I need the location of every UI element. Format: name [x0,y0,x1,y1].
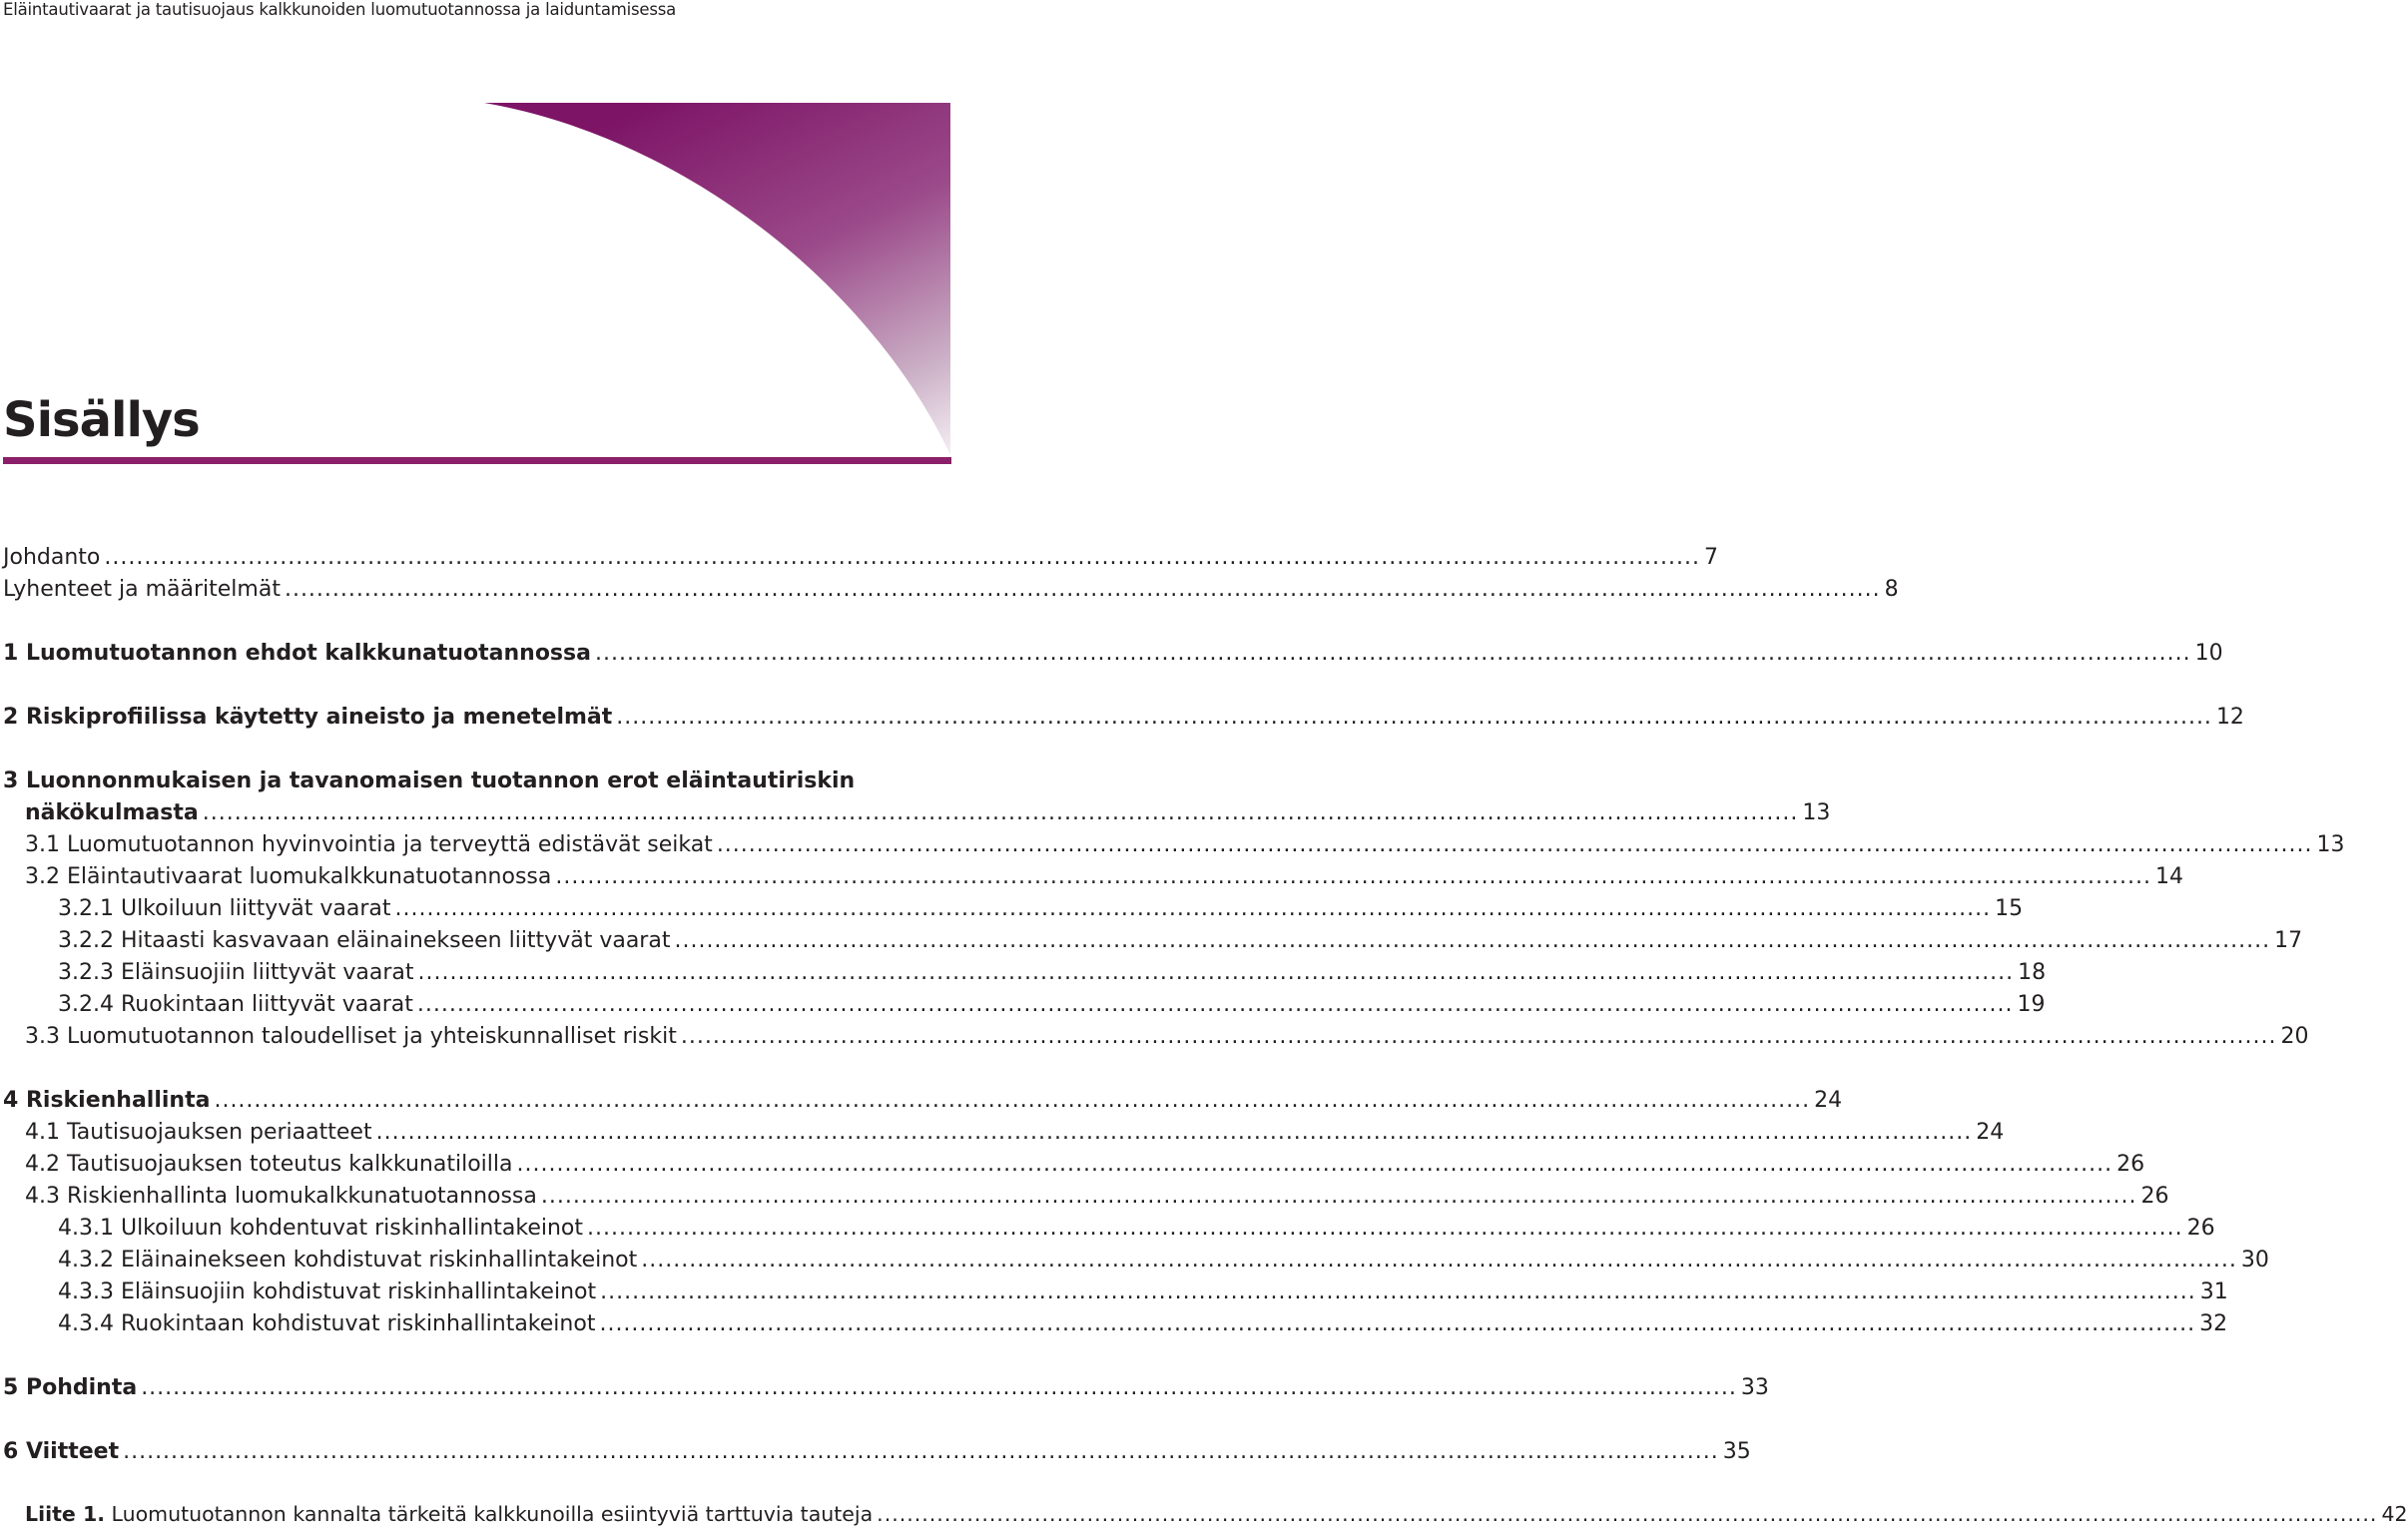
toc-page-number: 19 [2017,992,2046,1017]
toc-label: 4.1 Tautisuojauksen periaatteet [25,1120,372,1145]
toc-page-number: 32 [2199,1311,2228,1336]
toc-page-number: 18 [2018,960,2047,985]
toc-entry-appendix[interactable] [0,1497,2408,1531]
toc-entry[interactable] [0,1307,2228,1341]
toc-label: 4.3.1 Ulkoiluun kohdentuvat riskinhallintakeinot [58,1216,584,1241]
toc-entry[interactable] [0,1371,1769,1405]
toc-entry[interactable] [0,860,2183,894]
toc-label: 3.2.4 Ruokintaan liittyvät vaarat [58,992,413,1017]
leader-dots: ........................................................................................................................................................................................................ [375,1120,1973,1145]
toc-label: 4.3.3 Eläinsuojiin kohdistuvat riskinhallintakeinot [58,1279,597,1304]
toc-entry[interactable] [0,701,2244,735]
toc-label: 4.3.4 Ruokintaan kohdistuvat riskinhallintakeinot [58,1311,596,1336]
toc-page-number: 14 [2155,864,2183,889]
appendix-prefix: Liite 1. [25,1502,106,1526]
page-title: Sisällys [3,392,200,448]
toc-page-number: 33 [1740,1375,1769,1400]
toc-page-number: 26 [2186,1216,2215,1241]
toc-label: 3.2.2 Hitaasti kasvavaan eläinainekseen liittyvät vaarat [58,928,671,953]
toc-entry[interactable] [0,828,2345,862]
toc-page-number: 24 [1814,1088,1843,1113]
toc-label: 4 Riskienhallinta [3,1088,211,1113]
toc-page-number: 31 [2199,1279,2228,1304]
toc-page-number: 20 [2280,1024,2309,1049]
toc-entry[interactable] [0,1244,2269,1277]
toc-entry[interactable] [0,892,2024,926]
leader-dots: ........................................................................................................................................................................................................ [877,1502,2378,1526]
toc-entry[interactable] [0,1084,1843,1118]
leader-dots: ........................................................................................................................................................................................................ [674,928,2271,953]
toc-entry[interactable] [0,1276,2228,1309]
toc-label: 4.3.2 Eläinainekseen kohdistuvat riskinhallintakeinot [58,1248,638,1273]
toc-page-number: 17 [2274,928,2303,953]
toc-label: 6 Viitteet [3,1439,120,1464]
toc-label: 4.2 Tautisuojauksen toteutus kalkkunatiloilla [25,1152,513,1177]
toc-label: 3.2.1 Ulkoiluun liittyvät vaarat [58,896,391,921]
leader-dots: ........................................................................................................................................................................................................ [104,545,1701,570]
toc-label: Luomutuotannon kannalta tärkeitä kalkkunoilla esiintyviä tarttuvia tauteja [111,1502,874,1526]
leader-dots: ........................................................................................................................................................................................................ [141,1375,1737,1400]
toc-entry[interactable] [0,1212,2215,1246]
leader-dots: ........................................................................................................................................................................................................ [599,1311,2196,1336]
toc-page-number: 24 [1976,1120,2005,1145]
toc-page-number: 13 [2316,832,2345,857]
toc-page-number: 26 [2140,1184,2169,1209]
toc-entry[interactable] [0,988,2046,1022]
leader-dots: ........................................................................................................................................................................................................ [600,1279,2196,1304]
toc-page-number: 26 [2116,1152,2145,1177]
toc-label: 4.3 Riskienhallinta luomukalkkunatuotannossa [25,1184,537,1209]
toc-entry[interactable] [0,1180,2169,1214]
toc-entry[interactable] [0,796,1831,830]
running-header: Eläintautivaarat ja tautisuojaus kalkkunoiden luomutuotannossa ja laiduntamisessa [3,0,677,19]
leader-dots: ........................................................................................................................................................................................................ [594,641,2191,666]
toc-label: 3.2.3 Eläinsuojiin liittyvät vaarat [58,960,414,985]
toc-label-line1[interactable]: 3 Luonnonmukaisen ja tavanomaisen tuotannon erot eläintautiriskin [3,768,856,793]
toc-page-number: 30 [2240,1248,2269,1273]
leader-dots: ........................................................................................................................................................................................................ [214,1088,1811,1113]
decorative-wedge [479,101,958,460]
toc-entry[interactable] [0,637,2223,671]
leader-dots: ........................................................................................................................................................................................................ [123,1439,1719,1464]
toc-label: näkökulmasta [25,800,199,825]
leader-dots: ........................................................................................................................................................................................................ [516,1152,2113,1177]
leader-dots: ........................................................................................................................................................................................................ [284,577,1881,602]
toc-label: 3.3 Luomutuotannon taloudelliset ja yhteiskunnalliset riskit [25,1024,677,1049]
leader-dots: ........................................................................................................................................................................................................ [202,800,1799,825]
toc-entry[interactable] [0,1020,2309,1054]
toc-label: 1 Luomutuotannon ehdot kalkkunatuotannossa [3,641,591,666]
toc-page-number: 7 [1704,545,1719,570]
leader-dots: ........................................................................................................................................................................................................ [417,960,2015,985]
toc-entry[interactable] [0,541,1719,575]
toc-label: Johdanto [3,545,101,570]
toc-label: Lyhenteet ja määritelmät [3,577,281,602]
toc-entry[interactable] [0,1148,2145,1182]
leader-dots: ........................................................................................................................................................................................................ [616,705,2212,730]
toc-label: 2 Riskiprofiilissa käytetty aineisto ja menetelmät [3,705,613,730]
leader-dots: ........................................................................................................................................................................................................ [680,1024,2277,1049]
leader-dots: ........................................................................................................................................................................................................ [641,1248,2237,1273]
toc-entry[interactable] [0,956,2047,990]
leader-dots: ........................................................................................................................................................................................................ [716,832,2313,857]
toc-page-number: 15 [1995,896,2024,921]
toc-page-number: 42 [2381,1502,2408,1526]
toc-page-number: 10 [2194,641,2223,666]
toc-label: 5 Pohdinta [3,1375,138,1400]
toc-entry[interactable] [0,1116,2005,1150]
toc-page-number: 35 [1722,1439,1751,1464]
toc-page-number: 12 [2215,705,2244,730]
leader-dots: ........................................................................................................................................................................................................ [394,896,1992,921]
toc-label: 3.2 Eläintautivaarat luomukalkkunatuotannossa [25,864,552,889]
leader-dots: ........................................................................................................................................................................................................ [587,1216,2183,1241]
leader-dots: ........................................................................................................................................................................................................ [555,864,2151,889]
toc-page-number: 8 [1884,577,1899,602]
toc-entry[interactable] [0,1435,1751,1469]
toc-entry[interactable] [0,924,2303,958]
leader-dots: ........................................................................................................................................................................................................ [540,1184,2137,1209]
toc-label: 3.1 Luomutuotannon hyvinvointia ja terveyttä edistävät seikat [25,832,713,857]
toc-page-number: 13 [1802,800,1831,825]
title-rule [3,457,951,464]
toc-entry[interactable] [0,573,1899,607]
leader-dots: ........................................................................................................................................................................................................ [416,992,2014,1017]
